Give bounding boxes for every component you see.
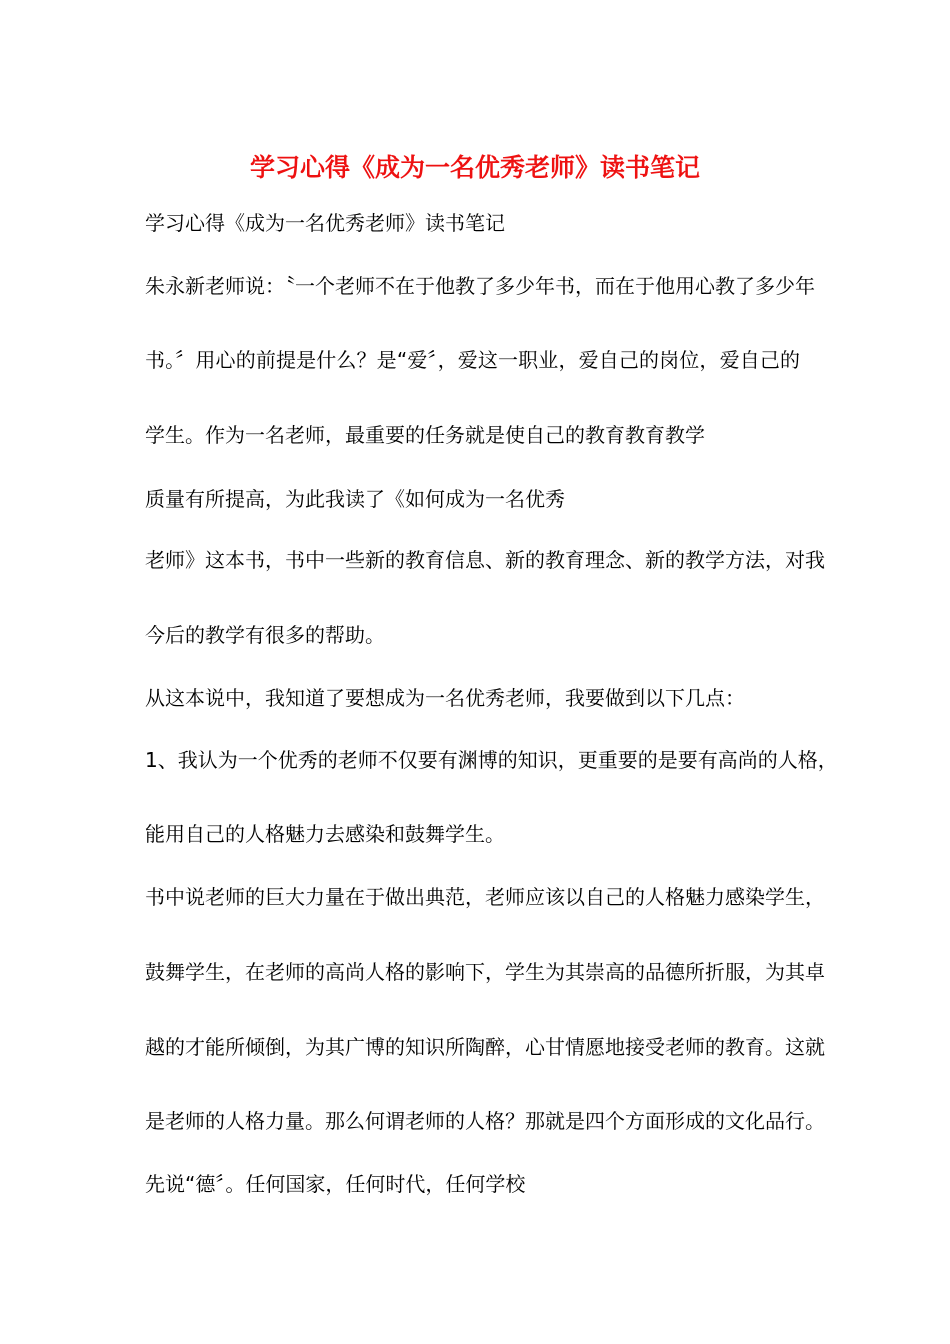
text-line: 书中说老师的巨大力量在于做出典范，老师应该以自己的人格魅力感染学生，: [145, 885, 825, 909]
text-line: 鼓舞学生，在老师的高尚人格的影响下，学生为其崇高的品德所折服，为其卓: [145, 960, 825, 984]
text-line: 学习心得《成为一名优秀老师》读书笔记: [145, 211, 505, 235]
text-line: 从这本说中，我知道了要想成为一名优秀老师，我要做到以下几点：: [145, 686, 745, 710]
text-line: 书。〞用心的前提是什么？是“爱〞，爱这一职业，爱自己的岗位，爱自己的: [145, 348, 800, 372]
text-line: 质量有所提高，为此我读了《如何成为一名优秀: [145, 487, 565, 511]
text-line: 先说“德〞。任何国家，任何时代，任何学校: [145, 1172, 526, 1196]
text-line: 今后的教学有很多的帮助。: [145, 623, 385, 647]
text-line: 越的才能所倾倒，为其广博的知识所陶醉，心甘情愿地接受老师的教育。这就: [145, 1035, 825, 1059]
text-line: 是老师的人格力量。那么何谓老师的人格？那就是四个方面形成的文化品行。: [145, 1109, 825, 1133]
text-line: 老师》这本书，书中一些新的教育信息、新的教育理念、新的教学方法，对我: [145, 548, 825, 572]
text-line: 朱永新老师说：〝一个老师不在于他教了多少年书，而在于他用心教了多少年: [145, 274, 815, 298]
text-line: 能用自己的人格魅力去感染和鼓舞学生。: [145, 822, 505, 846]
document-title: 学习心得《成为一名优秀老师》读书笔记: [249, 153, 700, 182]
text-line: 学生。作为一名老师，最重要的任务就是使自己的教育教育教学: [145, 423, 705, 447]
text-line: 1、我认为一个优秀的老师不仅要有渊博的知识，更重要的是要有高尚的人格，: [145, 748, 838, 772]
